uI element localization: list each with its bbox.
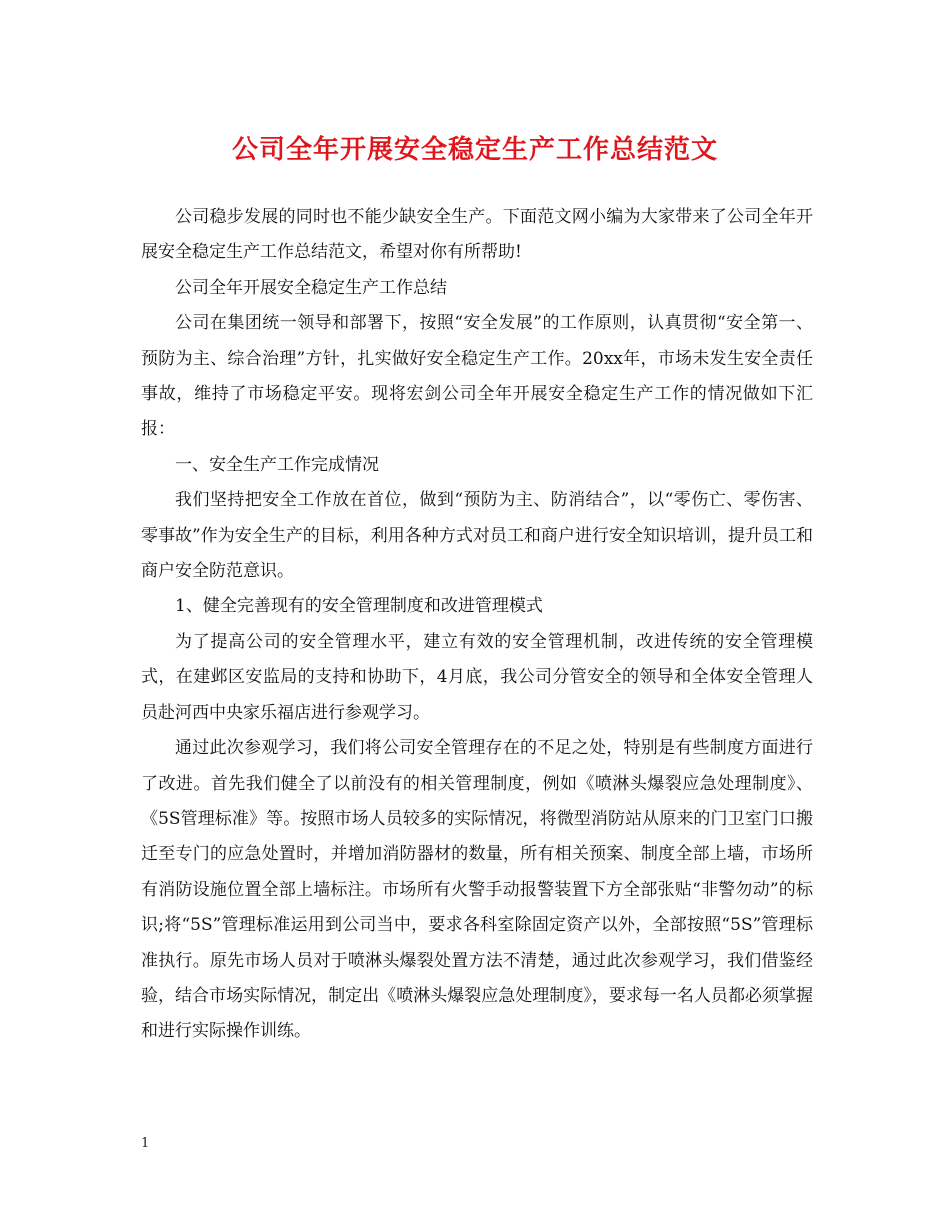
document-title: 公司全年开展安全稳定生产工作总结范文	[231, 135, 718, 165]
section-heading: 一、安全生产工作完成情况	[175, 454, 379, 475]
intro-paragraph: 公司稳步发展的同时也不能少缺安全生产。下面范文网小编为大家带来了公司全年开展安全稳定生产工作总结范文，希望对你有所帮助!	[141, 207, 813, 263]
document-body	[141, 200, 813, 1050]
section-heading: 公司全年开展安全稳定生产工作总结	[175, 277, 447, 298]
body-paragraph: 我们坚持把安全工作放在首位，做到“预防为主、防消结合”，以“零伤亡、零伤害、零事故”作为安全生产的目标，利用各种方式对员工和商户进行安全知识培训，提升员工和商户安全防范意识。	[141, 490, 813, 582]
body-paragraph: 为了提高公司的安全管理水平，建立有效的安全管理机制，改进传统的安全管理模式，在建邺区安监局的支持和协助下，4月底，我公司分管安全的领导和全体安全管理人员赴河西中央家乐福店进行参观学习。	[141, 631, 813, 723]
body-paragraph: 通过此次参观学习，我们将公司安全管理存在的不足之处，特别是有些制度方面进行了改进。首先我们健全了以前没有的相关管理制度，例如《喷淋头爆裂应急处理制度》、《5S管理标准》等。按照市场人员较多的实际情况，将微型消防站从原来的门卫室门口搬迁至专门的应急处置时，并增加消防器材的数量，所有相关预案、制度全部上墙，市场所有消防设施位置全部上墙标注。市场所有火警手动报警装置下方全部张贴“非警勿动”的标识;将“5S”管理标准运用到公司当中，要求各科室除固定资产以外，全部按照“5S”管理标准执行。原先市场人员对于喷淋头爆裂处置方法不清楚，通过此次参观学习，我们借鉴经验，结合市场实际情况，制定出《喷淋头爆裂应急处理制度》，要求每一名人员都必须掌握和进行实际操作训练。	[141, 738, 813, 1042]
subsection-heading: 1、健全完善现有的安全管理制度和改进管理模式	[175, 596, 543, 617]
page-number: 1	[141, 1136, 150, 1151]
body-paragraph: 公司在集团统一领导和部署下，按照“安全发展”的工作原则，认真贯彻“安全第一、预防为主、综合治理”方针，扎实做好安全稳定生产工作。20xx年，市场未发生安全责任事故，维持了市场稳定平安。现将宏剑公司全年开展安全稳定生产工作的情况做如下汇报：	[141, 313, 813, 440]
